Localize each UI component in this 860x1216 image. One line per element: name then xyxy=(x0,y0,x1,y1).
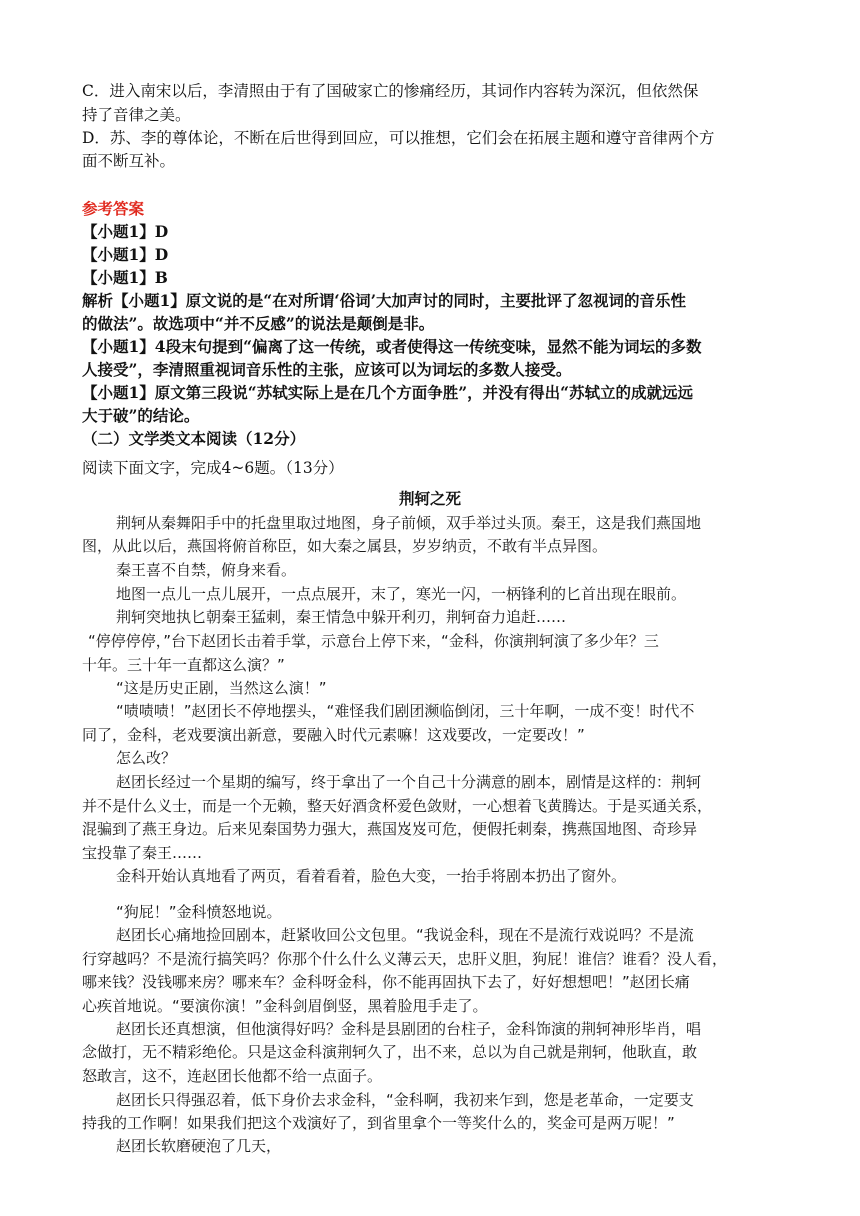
story-title: 荆轲之死 xyxy=(398,490,461,508)
answer-heading: 参考答案 xyxy=(82,199,145,218)
story-line: 十年。三十年一直都这么演？” xyxy=(82,656,285,674)
option-c-line-1: C．进入南宋以后，李清照由于有了国破家亡的惨痛经历，其词作内容转为深沉，但依然保 xyxy=(82,82,699,100)
story-line: 赵团长还真想演，但他演得好吗？金科是县剧团的台柱子，金科饰演的荆轲神形毕肖，唱 xyxy=(116,1020,702,1038)
story-line: 哪来钱？没钱哪来房？哪来车？金科呀金科，你不能再固执下去了，好好想想吧！”赵团长痛 xyxy=(82,973,690,991)
analysis-line-3: 【小题1】4段末句提到“偏离了这一传统，或者使得这一传统变味，显然不能为词坛的多数 xyxy=(82,337,702,356)
story-line: 赵团长只得强忍着，低下身价去求金科，“金科啊，我初来乍到，您是老革命，一定要支 xyxy=(116,1091,694,1109)
story-line: “停停停停，”台下赵团长击着手掌，示意台上停下来，“金科，你演荆轲演了多少年？三 xyxy=(88,632,659,650)
story-line: 怒敢言，这不，连赵团长他都不给一点面子。 xyxy=(82,1067,383,1085)
story-line: “这是历史正剧，当然这么演！” xyxy=(116,679,327,697)
story-line: 赵团长软磨硬泡了几天， xyxy=(116,1137,282,1155)
story-line: 荆轲从秦舞阳手中的托盘里取过地图，身子前倾，双手举过头顶。秦王，这是我们燕国地 xyxy=(116,514,702,532)
section-heading: （二）文学类文本阅读（12分） xyxy=(82,429,306,448)
analysis-line-5: 【小题1】原文第三段说“苏轼实际上是在几个方面争胜”，并没有得出“苏轼立的成就远远 xyxy=(82,383,694,402)
story-line: 念做打，无不精彩绝伦。只是这金科演荆轲久了，出不来，总以为自己就是荆轲，他耿直，敢 xyxy=(82,1043,698,1061)
story-line: 地图一点儿一点儿展开，一点点展开，末了，寒光一闪，一柄锋利的匕首出现在眼前。 xyxy=(116,585,687,603)
option-d-line-2: 面不断互补。 xyxy=(82,152,176,170)
story-line: 同了，金科，老戏要演出新意，要融入时代元素嘛！这戏要改，一定要改！” xyxy=(82,726,585,744)
option-c-line-2: 持了音律之美。 xyxy=(82,106,191,124)
story-line: 怎么改？ xyxy=(116,749,177,767)
answer-2: 【小题1】D xyxy=(82,245,169,264)
story-line: 赵团长心痛地捡回剧本，赶紧收回公文包里。“我说金科，现在不是流行戏说吗？不是流 xyxy=(116,926,694,944)
answer-3: 【小题1】B xyxy=(82,268,168,287)
analysis-line-2: 的做法”。故选项中“并不反感”的说法是颠倒是非。 xyxy=(82,314,435,333)
story-line: 持我的工作啊！如果我们把这个戏演好了，到省里拿个一等奖什么的，奖金可是两万呢！” xyxy=(82,1114,675,1132)
section-instruction: 阅读下面文字，完成4~6题。（13分） xyxy=(82,459,344,477)
story-line: 秦王喜不自禁，俯身来看。 xyxy=(116,561,297,579)
analysis-line-1: 解析【小题1】原文说的是“在对所谓‘俗词’大加声讨的同时，主要批评了忽视词的音乐性 xyxy=(82,291,686,310)
story-line: 并不是什么义士，而是一个无赖，整天好酒贪杯爱色敛财，一心想着飞黄腾达。于是买通关系， xyxy=(82,797,713,815)
story-line: “狗屁！”金科愤怒地说。 xyxy=(116,903,282,921)
story-line: 金科开始认真地看了两页，看着看着，脸色大变，一抬手将剧本扔出了窗外。 xyxy=(116,867,627,885)
story-line: 混骗到了燕王身边。后来见秦国势力强大，燕国岌岌可危，便假托刺秦，携燕国地图、奇珍异 xyxy=(82,820,698,838)
analysis-line-4: 人接受”，李清照重视词音乐性的主张，应该可以为词坛的多数人接受。 xyxy=(82,360,572,379)
analysis-line-6: 大于破”的结论。 xyxy=(82,406,200,425)
story-line: 赵团长经过一个星期的编写，终于拿出了一个自己十分满意的剧本，剧情是这样的：荆轲 xyxy=(116,773,702,791)
story-line: 心疾首地说。“要演你演！”金科剑眉倒竖，黑着脸甩手走了。 xyxy=(82,997,488,1015)
story-line: “啧啧啧！”赵团长不停地摆头，“难怪我们剧团濒临倒闭，三十年啊，一成不变！时代不 xyxy=(116,702,695,720)
option-d-line-1: D．苏、李的尊体论，不断在后世得到回应，可以推想，它们会在拓展主题和遵守音律两个方 xyxy=(82,129,715,147)
answer-1: 【小题1】D xyxy=(82,222,169,241)
story-line: 宝投靠了秦王…… xyxy=(82,844,203,862)
story-line: 行穿越吗？不是流行搞笑吗？你那个什么什么义薄云天，忠肝义胆，狗屁！谁信？谁看？没人看， xyxy=(82,950,728,968)
story-line: 图，从此以后，燕国将俯首称臣，如大秦之属县，岁岁纳贡，不敢有半点异图。 xyxy=(82,537,608,555)
story-line: 荆轲突地执匕朝秦王猛刺，秦王情急中躲开利刃，荆轲奋力追赶…… xyxy=(116,608,567,626)
